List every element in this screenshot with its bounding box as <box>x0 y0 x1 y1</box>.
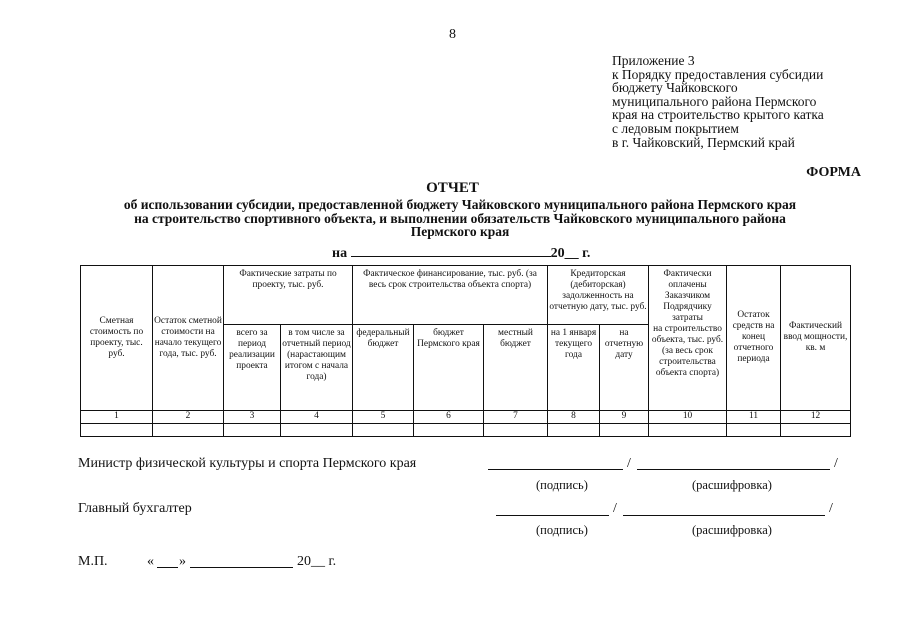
data-cell[interactable] <box>548 423 600 436</box>
column-number: 5 <box>353 410 414 423</box>
signature-caption: (подпись) <box>536 478 588 492</box>
slash: / <box>627 456 631 471</box>
month-blank[interactable] <box>190 567 293 568</box>
accountant-signature-line[interactable] <box>496 515 609 516</box>
minister-decode-line[interactable] <box>637 469 830 470</box>
column-number: 7 <box>484 410 548 423</box>
header-group-paid: Фактически оплачены Заказчиком Подрядчику затраты <box>649 266 727 325</box>
column-number: 2 <box>153 410 224 423</box>
data-cell[interactable] <box>649 423 727 436</box>
date-prefix: на <box>332 246 348 261</box>
subtitle-line: Пермского края <box>410 224 510 240</box>
stamp-label: М.П. <box>78 554 108 569</box>
header-col-7: местный бюджет <box>484 324 548 410</box>
header-col-12: Фактический ввод мощности, кв. м <box>781 266 851 411</box>
column-number: 11 <box>727 410 781 423</box>
subtitle-line: об использовании субсидии, предоставленной бюджету Чайковского муниципального района Пермского края <box>123 197 797 212</box>
slash: / <box>613 501 617 516</box>
date-suffix: 20__ г. <box>550 246 591 261</box>
column-number: 12 <box>781 410 851 423</box>
page-number: 8 <box>449 27 456 42</box>
report-table <box>80 265 851 437</box>
data-cell[interactable] <box>600 423 649 436</box>
decode-caption: (расшифровка) <box>692 523 772 537</box>
column-number: 1 <box>81 410 153 423</box>
column-number: 6 <box>414 410 484 423</box>
header-col-3: всего за период реализации проекта <box>224 324 281 410</box>
date-open-quote: « <box>147 554 154 569</box>
data-cell[interactable] <box>224 423 281 436</box>
header-col-10: на строительство объекта, тыс. руб. (за весь срок строительства объекта спорта) <box>649 324 727 410</box>
column-number: 8 <box>548 410 600 423</box>
slash: / <box>829 501 833 516</box>
header-group-costs: Фактические затраты по проекту, тыс. руб. <box>224 266 353 325</box>
header-col-4: в том числе за отчетный период (нарастающим итогом с начала года) <box>281 324 353 410</box>
column-number: 10 <box>649 410 727 423</box>
appendix-line: муниципального района Пермского <box>612 93 817 109</box>
appendix-line: края на строительство крытого катка <box>612 107 824 123</box>
appendix-line: в г. Чайковский, Пермский край <box>612 134 795 150</box>
data-cell[interactable] <box>81 423 153 436</box>
appendix-block <box>612 54 892 149</box>
date-year: 20__ г. <box>297 554 337 569</box>
form-label: ФОРМА <box>806 165 861 180</box>
header-col-2: Остаток сметной стоимости на начало текущего года, тыс. руб. <box>153 266 224 411</box>
appendix-line: с ледовым покрытием <box>612 120 739 136</box>
data-cell[interactable] <box>281 423 353 436</box>
appendix-line: бюджету Чайковского <box>612 80 738 96</box>
header-col-9: на отчетную дату <box>600 324 649 410</box>
minister-label: Министр физической культуры и спорта Пермского края <box>78 456 417 471</box>
header-col-5: федеральный бюджет <box>353 324 414 410</box>
data-cell[interactable] <box>353 423 414 436</box>
data-cell[interactable] <box>153 423 224 436</box>
header-col-11: Остаток средств на конец отчетного периода <box>727 266 781 411</box>
data-cell[interactable] <box>414 423 484 436</box>
column-number: 4 <box>281 410 353 423</box>
date-blank[interactable] <box>351 244 551 257</box>
minister-signature-line[interactable] <box>488 469 623 470</box>
subtitle-line: на строительство спортивного объекта, и выполнении обязательств Чайковского муниципального района <box>134 210 786 226</box>
column-number: 3 <box>224 410 281 423</box>
accountant-decode-line[interactable] <box>623 515 825 516</box>
data-cell[interactable] <box>727 423 781 436</box>
date-close-quote: » <box>179 554 186 569</box>
signature-caption: (подпись) <box>536 523 588 537</box>
header-col-8: на 1 января текущего года <box>548 324 600 410</box>
day-blank[interactable] <box>157 567 178 568</box>
accountant-label: Главный бухгалтер <box>78 501 192 516</box>
header-group-financing: Фактическое финансирование, тыс. руб. (за весь срок строительства объекта спорта) <box>353 266 548 325</box>
decode-caption: (расшифровка) <box>692 478 772 492</box>
header-col-6: бюджет Пермского края <box>414 324 484 410</box>
data-cell[interactable] <box>781 423 851 436</box>
report-date-line <box>332 244 590 262</box>
report-title: ОТЧЕТ <box>426 180 479 196</box>
header-group-debt: Кредиторская (дебиторская) задолженность на отчетную дату, тыс. руб. <box>548 266 649 325</box>
appendix-line: к Порядку предоставления субсидии <box>612 66 824 82</box>
column-number: 9 <box>600 410 649 423</box>
header-col-1: Сметная стоимость по проекту, тыс. руб. <box>81 266 153 411</box>
report-subtitle <box>60 198 860 239</box>
slash: / <box>834 456 838 471</box>
data-cell[interactable] <box>484 423 548 436</box>
table-row <box>81 423 851 436</box>
appendix-line: Приложение 3 <box>612 53 695 68</box>
